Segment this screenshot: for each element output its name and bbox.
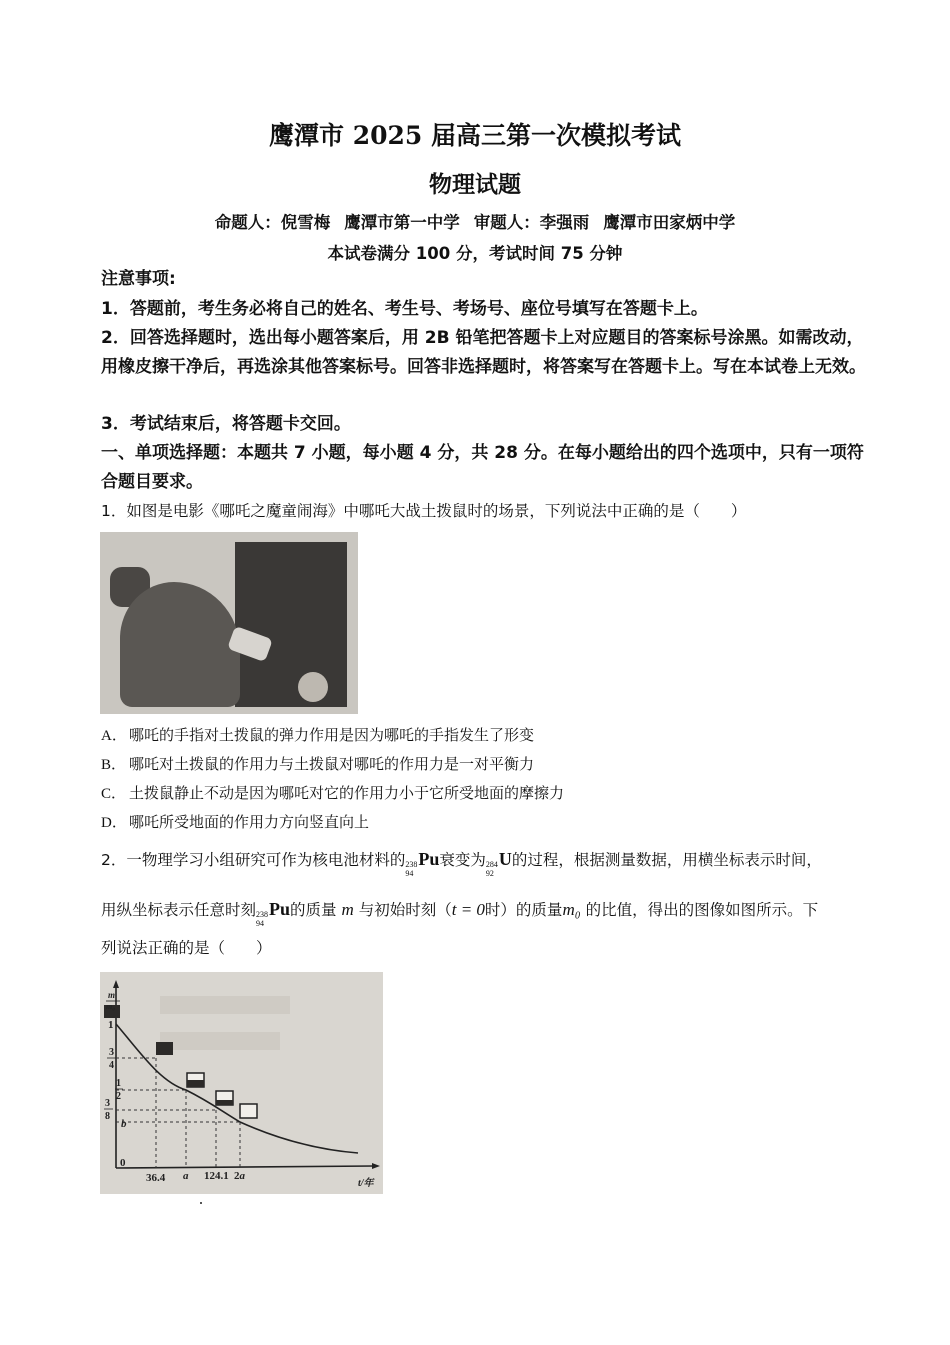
svg-text:a: a: [183, 1170, 189, 1182]
svg-text:b: b: [121, 1118, 127, 1130]
svg-text:2: 2: [116, 1091, 121, 1102]
pu-nuclide-2: 238 94 Pu: [256, 899, 291, 928]
q1-option-c: C． 土拨鼠静止不动是因为哪吒对它的作用力小于它所受地面的摩擦力: [101, 784, 565, 802]
setter-name: 倪雪梅: [280, 213, 331, 232]
q1-option-d: D． 哪吒所受地面的作用力方向竖直向上: [101, 813, 370, 831]
notice-item-3: 3．考试结束后，将答题卡交回。: [101, 414, 351, 434]
q1-option-b: B． 哪吒对土拨鼠的作用力与土拨鼠对哪吒的作用力是一对平衡力: [101, 755, 535, 773]
stray-mark: [200, 1202, 202, 1204]
q1-option-a: A． 哪吒的手指对土拨鼠的弹力作用是因为哪吒的手指发生了形变: [101, 726, 535, 744]
svg-text:124.1: 124.1: [204, 1170, 229, 1182]
q1-stem: 1．如图是电影《哪吒之魔童闹海》中哪吒大战土拨鼠时的场景，下列说法中正确的是（ ）: [101, 502, 747, 520]
svg-text:0: 0: [120, 1157, 126, 1169]
q2-stem-line-3: 列说法正确的是（ ）: [101, 939, 272, 957]
decay-chart: [100, 972, 383, 1194]
svg-text:t/年: t/年: [358, 1178, 374, 1189]
svg-text:1: 1: [116, 1078, 121, 1089]
svg-text:8: 8: [105, 1111, 110, 1122]
svg-text:m₀: m₀: [106, 1002, 116, 1011]
svg-text:3: 3: [109, 1047, 114, 1058]
setter-label: 命题人：: [214, 213, 281, 232]
section-heading: 一、单项选择题：本题共 7 小题，每小题 4 分，共 28 分。在每小题给出的四个选项中，只有一项符合题目要求。: [101, 443, 864, 492]
svg-text:m: m: [108, 990, 116, 1000]
notice-heading: 注意事项:: [101, 269, 176, 289]
authors-line: [0, 209, 950, 233]
q1-photo: [100, 532, 358, 714]
q2-stem-line-2: 用纵坐标表示任意时刻 238 94 Pu 的质量 m 与初始时刻（t = 0时）的质量m₀ 的比值，得出的图像如图所示。下: [101, 899, 819, 928]
setter-school: 鹰潭市第一中学: [344, 213, 460, 232]
pu-nuclide: 238 94 Pu: [405, 849, 440, 878]
q2-stem-line-1: 2．一物理学习小组研究可作为核电池材料的 238 94 Pu 衰变为 284 92 U 的过程，根据测量数据，用横坐标表示时间，: [101, 849, 822, 878]
reviewer-label: 审题人：: [473, 213, 540, 232]
svg-text:1: 1: [108, 1019, 114, 1031]
exam-title: 鹰潭市 2025 届高三第一次模拟考试: [269, 121, 681, 150]
subject-title: 物理试题: [429, 172, 521, 198]
svg-text:2a: 2a: [234, 1170, 245, 1182]
notice-item-1: 1．答题前，考生务必将自己的姓名、考生号、考场号、座位号填写在答题卡上。: [101, 299, 708, 319]
u-nuclide: 284 92 U: [485, 849, 512, 878]
svg-text:4: 4: [109, 1060, 114, 1071]
decay-chart-svg: [100, 972, 383, 1194]
reviewer-school: 鹰潭市田家炳中学: [603, 213, 736, 232]
svg-text:3: 3: [105, 1098, 110, 1109]
svg-text:36.4: 36.4: [146, 1172, 166, 1184]
reviewer-name: 李强雨: [539, 213, 590, 232]
score-time-line: 本试卷满分 100 分，考试时间 75 分钟: [327, 244, 623, 263]
notice-item-2: 2．回答选择题时，选出每小题答案后，用 2B 铅笔把答题卡上对应题目的答案标号涂黑。如需改动，用橡皮擦干净后，再选涂其他答案标号。回答非选择题时，将答案写在答题卡上。写在本试卷上无效。: [101, 328, 866, 377]
